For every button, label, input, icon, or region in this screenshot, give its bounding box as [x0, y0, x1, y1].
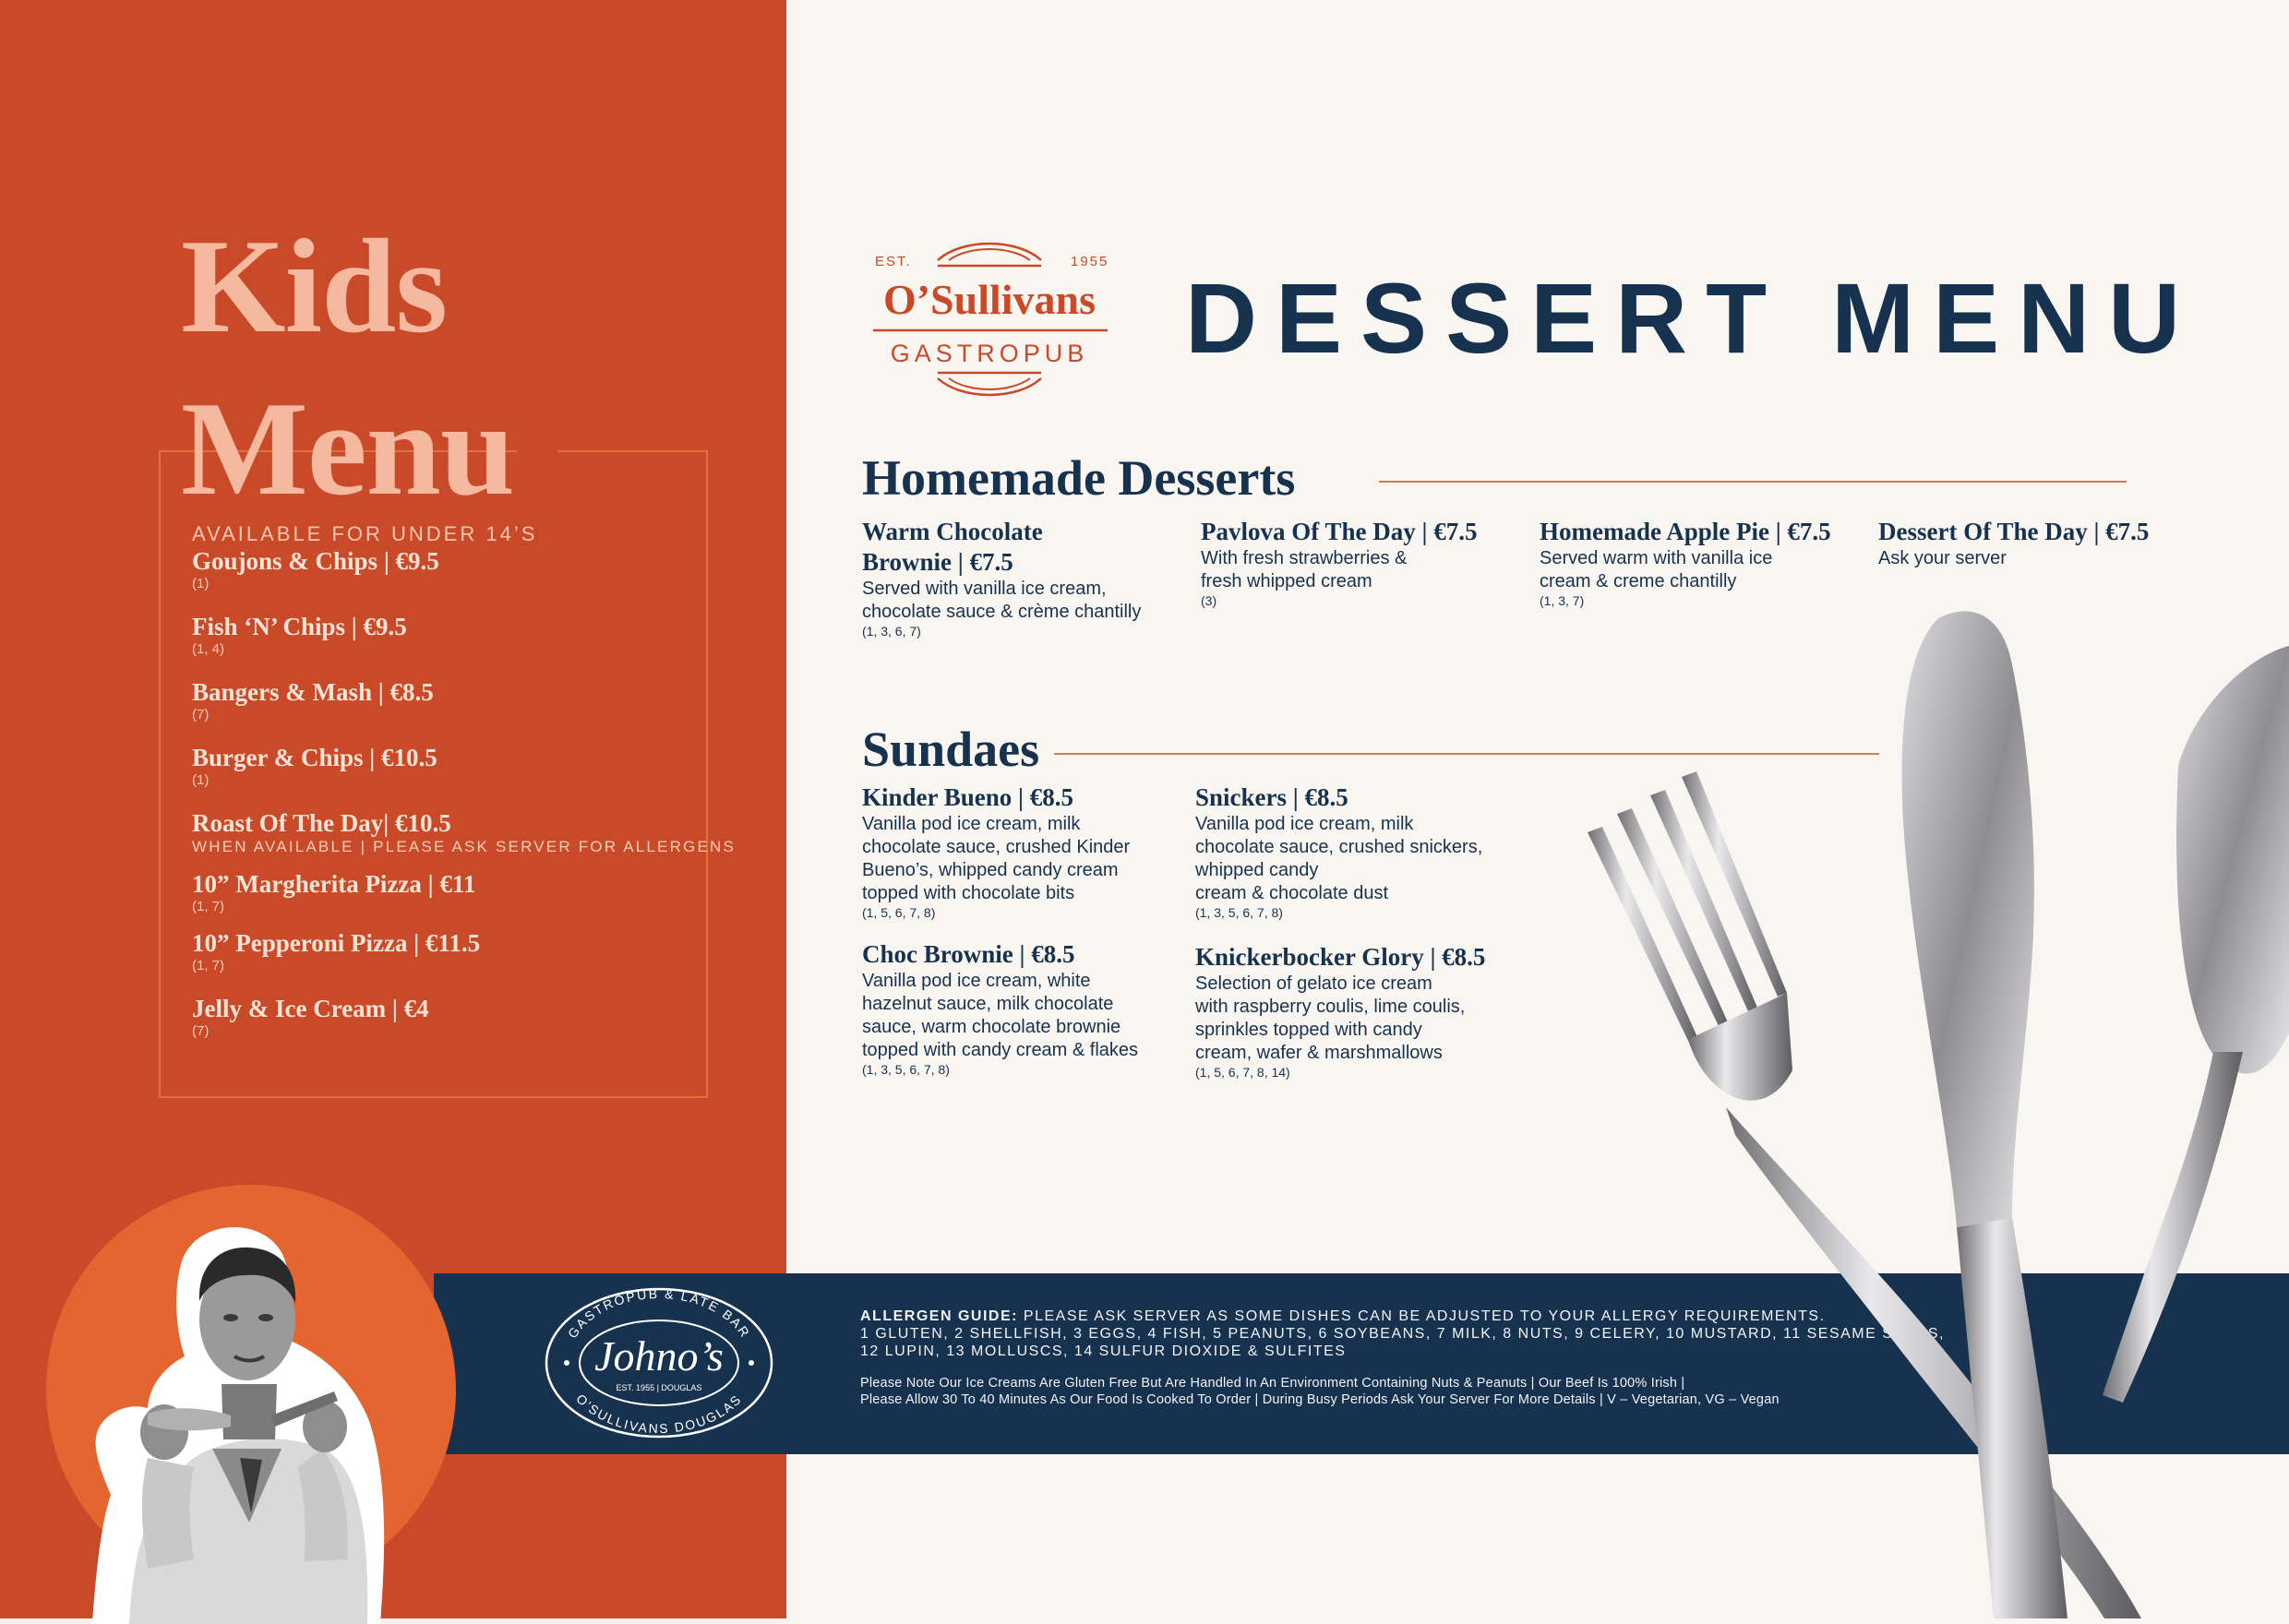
frame-gap: [517, 445, 557, 458]
dish-desc: [1201, 547, 1515, 593]
dish-desc: [862, 813, 1176, 905]
sundae-snickers: [1195, 782, 1518, 921]
dish-desc: [862, 970, 1176, 1062]
sundaes-heading: Sundaes: [862, 722, 1040, 777]
logo-year: 1955: [1071, 254, 1109, 269]
dish-desc-line4: cream, wafer & marshmallows: [1195, 1043, 1443, 1063]
dish-allergens: (3): [1201, 593, 1217, 608]
dish-desc-line2: chocolate sauce, crushed snickers,: [1195, 837, 1483, 857]
dish-desc: [862, 578, 1176, 624]
kids-item-allergens: (7): [192, 707, 210, 722]
kids-item-roast: [192, 808, 736, 856]
allergen-note2: Please Allow 30 To 40 Minutes As Our Food Is Cooked To Order | During Busy Periods Ask Your Server For More Details | V – Vegetarian, VG – Vegan: [860, 1392, 1780, 1407]
johnos-logo: [541, 1285, 777, 1440]
kids-item-goujons: [192, 546, 439, 592]
dish-desc-line1: Selection of gelato ice cream: [1195, 973, 1432, 994]
dish-desc-line3: sprinkles topped with candy: [1195, 1020, 1422, 1040]
dish-desc-line2: chocolate sauce & crème chantilly: [862, 602, 1142, 622]
johnos-top-text: GASTROPUB & LATE BAR: [564, 1285, 754, 1342]
dish-desc-line2: hazelnut sauce, milk chocolate: [862, 994, 1114, 1014]
osullivans-logo: [860, 231, 1119, 406]
dish-desc-line1: With fresh strawberries &: [1201, 548, 1408, 568]
dish-desc-line2: cream & creme chantilly: [1540, 571, 1737, 591]
johnos-bottom-text: O’SULLIVANS DOUGLAS: [573, 1391, 745, 1437]
dish-name: Kinder Bueno | €8.5: [862, 783, 1073, 811]
dish-name: Snickers | €8.5: [1195, 783, 1348, 811]
dish-name: [862, 517, 1176, 578]
dish-name: Choc Brownie | €8.5: [862, 940, 1075, 968]
kids-item-allergens: (1, 7): [192, 958, 225, 973]
allergen-line3: 12 LUPIN, 13 MOLLUSCS, 14 SULFUR DIOXIDE & SULFITES: [860, 1343, 1347, 1359]
dish-allergens: (1, 3, 6, 7): [862, 624, 921, 639]
dish-desc-line2: with raspberry coulis, lime coulis,: [1195, 997, 1466, 1017]
dish-desc-line4: cream & chocolate dust: [1195, 883, 1388, 903]
dish-desc-line2: fresh whipped cream: [1201, 571, 1372, 591]
dish-allergens: (1, 5, 6, 7, 8): [862, 905, 936, 920]
sundae-knickerbocker-glory: [1195, 942, 1518, 1081]
dish-desc: Ask your server: [1878, 548, 2007, 568]
kids-item-allergens: (1): [192, 576, 210, 591]
dish-desc-line1: Served with vanilla ice cream,: [862, 579, 1107, 599]
kids-item-allergens: (1): [192, 772, 210, 788]
kids-item-name: Goujons & Chips | €9.5: [192, 547, 439, 575]
kids-item-bangers: [192, 677, 434, 723]
kids-item-name: Jelly & Ice Cream | €4: [192, 995, 429, 1022]
kids-item-allergens: (7): [192, 1023, 210, 1039]
dish-desc-line1: Vanilla pod ice cream, white: [862, 971, 1091, 991]
kids-item-name: Roast Of The Day| €10.5: [192, 809, 451, 837]
johnos-name: Johno’s: [594, 1332, 724, 1379]
sundae-choc-brownie: [862, 939, 1176, 1078]
dish-desc-line1: Served warm with vanilla ice: [1540, 548, 1773, 568]
dish-desc-line3: whipped candy: [1195, 860, 1319, 880]
allergen-label: ALLERGEN GUIDE:: [860, 1308, 1018, 1324]
allergen-text1: PLEASE ASK SERVER AS SOME DISHES CAN BE ADJUSTED TO YOUR ALLERGY REQUIREMENTS.: [1017, 1308, 1826, 1324]
dish-name: Dessert Of The Day | €7.5: [1878, 518, 2150, 545]
kids-item-margherita: [192, 869, 475, 915]
dish-name: Pavlova Of The Day | €7.5: [1201, 518, 1478, 545]
dish-allergens: (1, 3, 5, 6, 7, 8): [1195, 905, 1283, 920]
kids-title-line1: Kids: [181, 211, 448, 361]
kids-item-name: Fish ‘N’ Chips | €9.5: [192, 613, 407, 640]
dish-desc: [1195, 813, 1518, 905]
homemade-rule: [1379, 481, 2127, 483]
logo-est: EST.: [875, 254, 912, 269]
dish-name: Homemade Apple Pie | €7.5: [1540, 518, 1831, 545]
dish-name-line2: Brownie | €7.5: [862, 548, 1013, 576]
dish-desc-line1: Vanilla pod ice cream, milk: [1195, 814, 1414, 834]
kids-item-name: Bangers & Mash | €8.5: [192, 678, 434, 706]
sundae-kinder-bueno: [862, 782, 1176, 921]
dish-allergens: (1, 3, 7): [1540, 593, 1585, 608]
kids-item-allergens: (1, 7): [192, 899, 225, 914]
dish-allergens: (1, 3, 5, 6, 7, 8): [862, 1062, 950, 1077]
dish-allergens: (1, 5, 6, 7, 8, 14): [1195, 1065, 1290, 1080]
dish-pavlova: [1201, 517, 1515, 609]
kids-menu-title: [181, 205, 514, 530]
allergen-note1: Please Note Our Ice Creams Are Gluten Free But Are Handled In An Environment Containing Nuts & Peanuts | Our Beef Is 100% Irish |: [860, 1376, 1685, 1391]
homemade-desserts-heading: Homemade Desserts: [862, 450, 1296, 506]
kids-item-allergens: (1, 4): [192, 641, 225, 657]
logo-name: O’Sullivans: [882, 276, 1097, 323]
dish-name: Knickerbocker Glory | €8.5: [1195, 943, 1486, 971]
dish-desc-line3: sauce, warm chocolate brownie: [862, 1017, 1121, 1037]
dish-desc-line1: Vanilla pod ice cream, milk: [862, 814, 1081, 834]
dish-desc-line4: topped with chocolate bits: [862, 883, 1075, 903]
dish-warm-chocolate-brownie: [862, 517, 1176, 639]
kids-item-note: WHEN AVAILABLE | PLEASE ASK SERVER FOR ALLERGENS: [192, 838, 737, 855]
dish-desc: [1195, 973, 1518, 1065]
dish-desc-line3: Bueno’s, whipped candy cream: [862, 860, 1119, 880]
kids-item-name: 10” Pepperoni Pizza | €11.5: [192, 929, 481, 957]
allergen-line2: 1 GLUTEN, 2 SHELLFISH, 3 EGGS, 4 FISH, 5 PEANUTS, 6 SOYBEANS, 7 MILK, 8 NUTS, 9 CELERY, 10 MUSTARD, 11 SESAME SEEDS,: [860, 1326, 1945, 1342]
kids-title-line2: Menu: [181, 374, 514, 523]
kids-item-burger: [192, 743, 437, 789]
dessert-menu-title: DESSERT MENU: [1185, 262, 2199, 374]
dish-name-line1: Warm Chocolate: [862, 518, 1043, 545]
kids-item-name: Burger & Chips | €10.5: [192, 744, 437, 771]
kids-subtitle: AVAILABLE FOR UNDER 14’S: [192, 522, 538, 545]
svg-text:O’SULLIVANS DOUGLAS: [573, 1391, 745, 1437]
cutlery-illustration: [1551, 517, 2289, 1618]
kids-item-name: 10” Margherita Pizza | €11: [192, 870, 476, 898]
johnos-est: EST. 1955 | DOUGLAS: [616, 1383, 702, 1392]
dish-desc-line4: topped with candy cream & flakes: [862, 1040, 1139, 1060]
dish-desc-line2: chocolate sauce, crushed Kinder: [862, 837, 1131, 857]
kids-item-fish: [192, 612, 407, 658]
logo-sub: GASTROPUB: [890, 340, 1089, 367]
chef-illustration: [92, 1218, 461, 1624]
kids-item-pepperoni: [192, 928, 480, 974]
kids-item-jelly: [192, 994, 429, 1040]
